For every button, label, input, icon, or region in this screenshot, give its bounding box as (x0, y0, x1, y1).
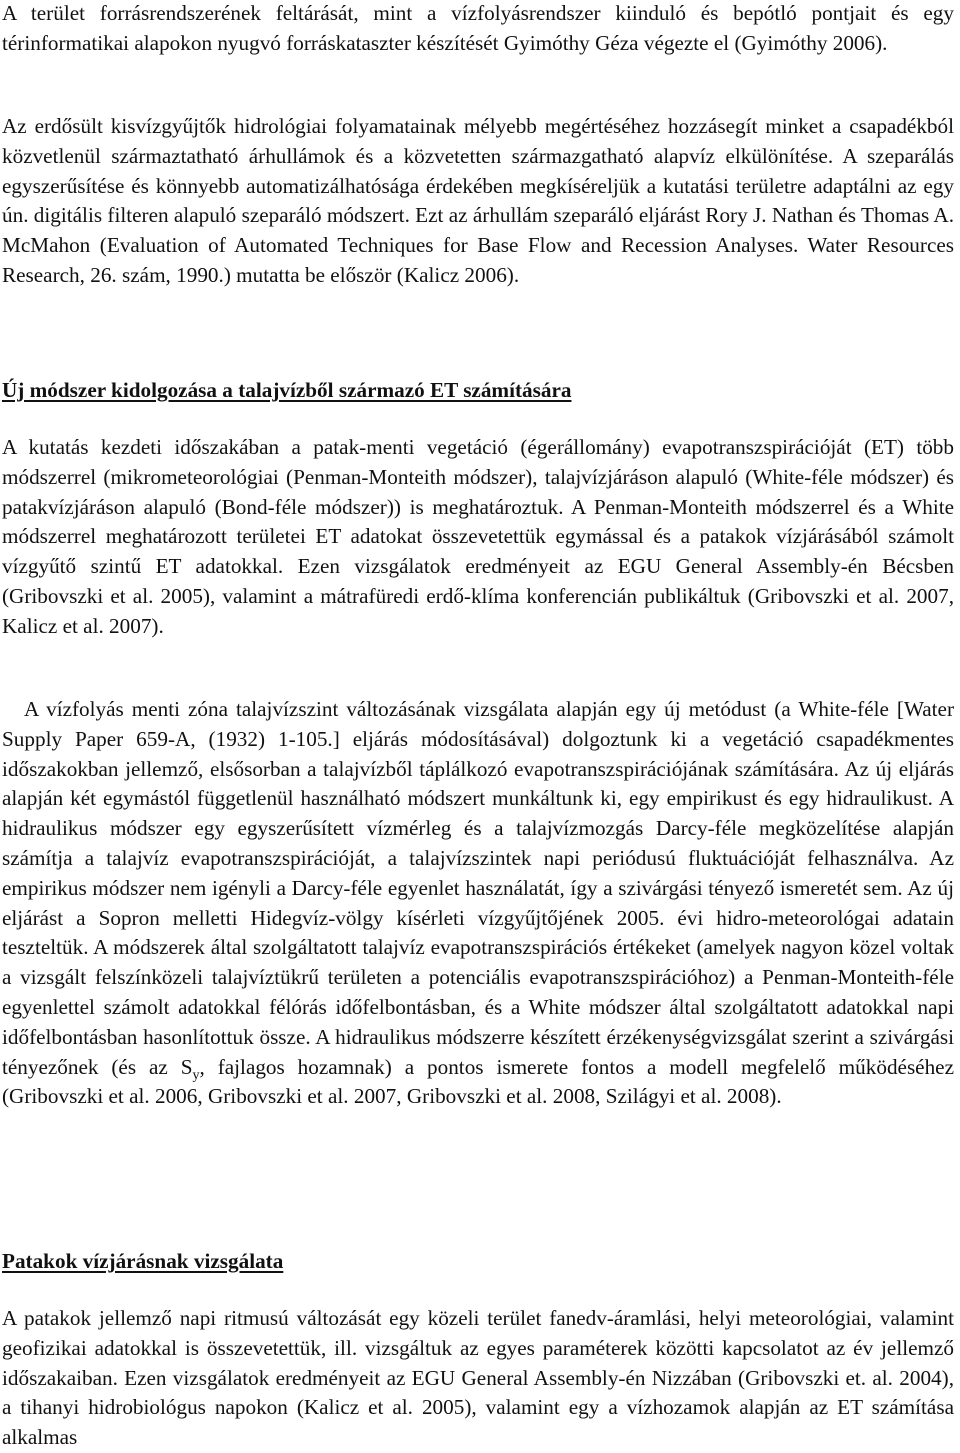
paragraph-white-method-text-end: , fajlagos hozamnak) a pontos ismerete fontos a modell megfelelő működéséhez (Gribovszki et al. 2006, Gribovszki et al. 2007, Gribovszki et al. 2008, Szilágyi et al. 2008). (2, 1054, 954, 1109)
subscript-y: y (192, 1067, 200, 1083)
paragraph-white-method-text: A vízfolyás menti zóna talajvízszint változásának vizsgálata alapján egy új metódust (a White-féle [Water Supply Paper 659-A, (1932) 1-105.] eljárás módosításával) dolgoztunk ki a vegetáció csapadékmentes időszakokban jellemző, elsősorban a talajvízből táplálkozó evapotranszspirációjának számítására. Az új eljárás alapján két egymástól függetlenül használható módszert munkáltunk ki, egy empirikust és egy hidraulikust. A hidraulikus módszer egy egyszerűsített vízmérleg és a talajvízmozgás Darcy-féle megközelítése alapján számítja a talajvíz evapotranszspirációját, a talajvízszintek napi periódusú fluktuációját felhasználva. Az empirikus módszer nem igényli a Darcy-féle egyenlet használatát, így a szivárgási tényező ismeretét sem. Az új eljárást a Sopron melletti Hidegvíz-völgy kísérleti vízgyűjtőjének 2005. évi hidro-meteorológai adatain teszteltük. A módszerek által szolgáltatott talajvíz evapotranszspirációs értékeket (amelyek nagyon közel voltak a vizsgált felszínközeli talajvíztükrű területen a potenciális evapotranszspirációhoz) a Penman-Monteith-féle egyenlettel számolt adatokkal félórás időfelbontásban, és a White módszer által szolgáltatott adatokkal napi időfelbontásban hasonlítottuk össze. A hidraulikus módszerre készített érzékenységvizsgálat szerint a szivárgási tényezőnek (és az S (2, 697, 954, 1079)
heading-stream-regime: Patakok vízjárásnak vizsgálata (2, 1249, 284, 1273)
paragraph-white-method (2, 695, 954, 1112)
paragraph-spring-survey: A terület forrásrendszerének feltárását, mint a vízfolyásrendszer kiinduló és bepótló pontjait és egy térinformatikai alapokon nyugvó forráskataszter készítését Gyimóthy Géza végezte el (Gyimóthy 2006). (2, 1, 954, 55)
paragraph-baseflow-separation: Az erdősült kisvízgyűjtők hidrológiai folyamatainak mélyebb megértéséhez hozzásegít minket a csapadékból közvetlenül származtatható árhullámok és a közvetetten származgatható alapvíz elkülönítése. A szeparálás egyszerűsítése és könnyebb automatizálhatósága érdekében megkíséreljük a kutatási területre adaptálni az egy ún. digitális filteren alapuló szeparáló módszert. Ezt az árhullám szeparáló eljárást Rory J. Nathan és Thomas A. McMahon (Evaluation of Automated Techniques for Base Flow and Recession Analyses. Water Resources Research, 26. szám, 1990.) mutatta be először (Kalicz 2006). (2, 114, 954, 287)
paragraph-et-methods: A kutatás kezdeti időszakában a patak-menti vegetáció (égerállomány) evapotranszspirációját (ET) több módszerrel (mikrometeorológiai (Penman-Monteith módszer), talajvízjáráson alapuló (White-féle módszer) és patakvízjáráson alapuló (Bond-féle módszer)) is meghatároztuk. A Penman-Monteith módszerrel és a White módszerrel meghatározott területei ET adatokat összevetettük egymással és a patakok vízjárásából számolt vízgyűtő szintű ET adatokkal. Ezen vizsgálatok eredményeit az EGU General Assembly-én Bécsben (Gribovszki et al. 2005), valamint a mátrafüredi erdő-klíma konferencián publikáltuk (Gribovszki et al. 2007, Kalicz et al. 2007). (2, 435, 954, 638)
heading-new-method: Új módszer kidolgozása a talajvízből származó ET számítására (2, 378, 572, 402)
paragraph-stream-analysis: A patakok jellemző napi ritmusú változását egy közeli terület fanedv-áramlási, helyi meteorológiai, valamint geofizikai adatokkal is összevetettük, ill. vizsgáltuk az egyes paraméterek közötti kapcsolatot az év jellemző időszakaiban. Ezen vizsgálatok eredményeit az EGU General Assembly-én Nizzában (Gribovszki et. al. 2004), a tihanyi hidrobiológus napokon (Kalicz et al. 2005), valamint egy a vízhozamok alapján az ET számítása alkalmas (2, 1306, 954, 1450)
